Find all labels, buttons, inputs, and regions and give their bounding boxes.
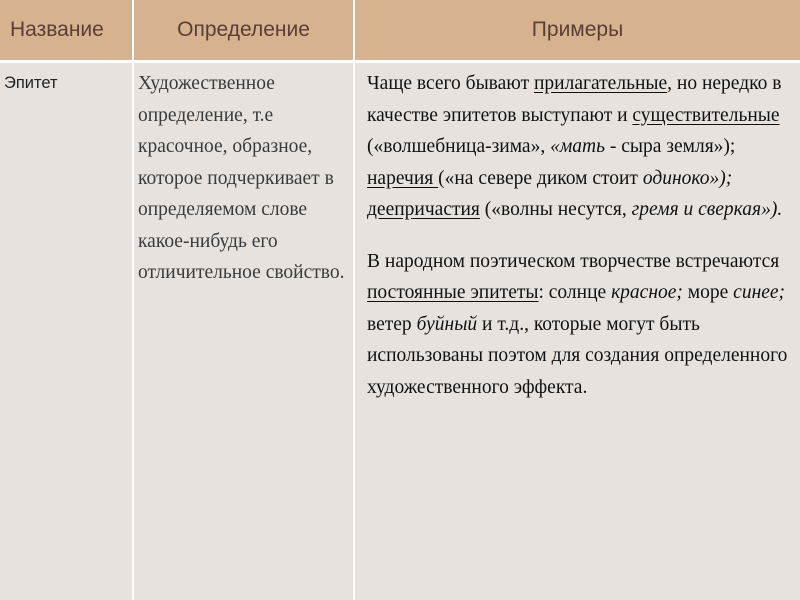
ex2-text-2: : солнце xyxy=(538,282,612,303)
ex2-text-3: море xyxy=(682,282,734,303)
ex2-text-5: и т.д., которые могут быть использованы поэтом для создания определенного художественного эффекта. xyxy=(367,313,788,398)
cell-definition: Художественное определение, т.е красочное, образное, которое подчеркивает в определяемом слове какое-нибудь его отличительное свойство. xyxy=(133,62,354,600)
ex1-adverbs: наречия xyxy=(367,167,439,189)
ex1-adjectives: прилагательные xyxy=(534,73,668,94)
ex1-text-1: Чаще всего бывают xyxy=(367,73,534,94)
ex2-italic-buyny: буйный xyxy=(416,313,478,335)
cell-name: Эпитет xyxy=(0,62,133,600)
ex1-italic-odinoko: одиноко»); xyxy=(642,167,733,189)
header-examples: Примеры xyxy=(354,0,800,62)
header-name: Название xyxy=(0,0,133,62)
ex1-text-3: («волшебница-зима», xyxy=(367,136,551,157)
ex2-text-4: ветер xyxy=(367,313,417,335)
cell-examples xyxy=(354,62,800,600)
ex1-text-7: («волны несутся, xyxy=(479,199,632,220)
ex1-text-5: («на севере диком стоит xyxy=(438,167,643,189)
ex1-gerunds: деепричастия xyxy=(367,199,480,220)
ex2-italic-sinee: синее; xyxy=(733,282,786,303)
ex2-constant-epithets: постоянные эпитеты xyxy=(367,282,539,303)
table-header-row xyxy=(0,0,800,62)
ex1-nouns: существительные xyxy=(632,104,780,126)
ex2-italic-krasnoe: красное; xyxy=(611,282,683,303)
ex1-text-4: - сыра земля»); xyxy=(605,136,736,157)
ex2-text-1: В народном поэтическом творчестве встречаются xyxy=(367,250,780,272)
header-definition: Определение xyxy=(133,0,354,62)
paragraph-gap xyxy=(367,226,790,246)
ex1-text-2: , но нередко в качестве эпитетов выступают и xyxy=(367,73,782,126)
ex1-italic-mat: «мать xyxy=(550,136,605,157)
ex1-italic-gremya: гремя и сверкая»). xyxy=(631,199,783,220)
examples-paragraph-1 xyxy=(367,68,790,226)
examples-paragraph-2 xyxy=(367,246,790,404)
table-row xyxy=(0,62,800,600)
